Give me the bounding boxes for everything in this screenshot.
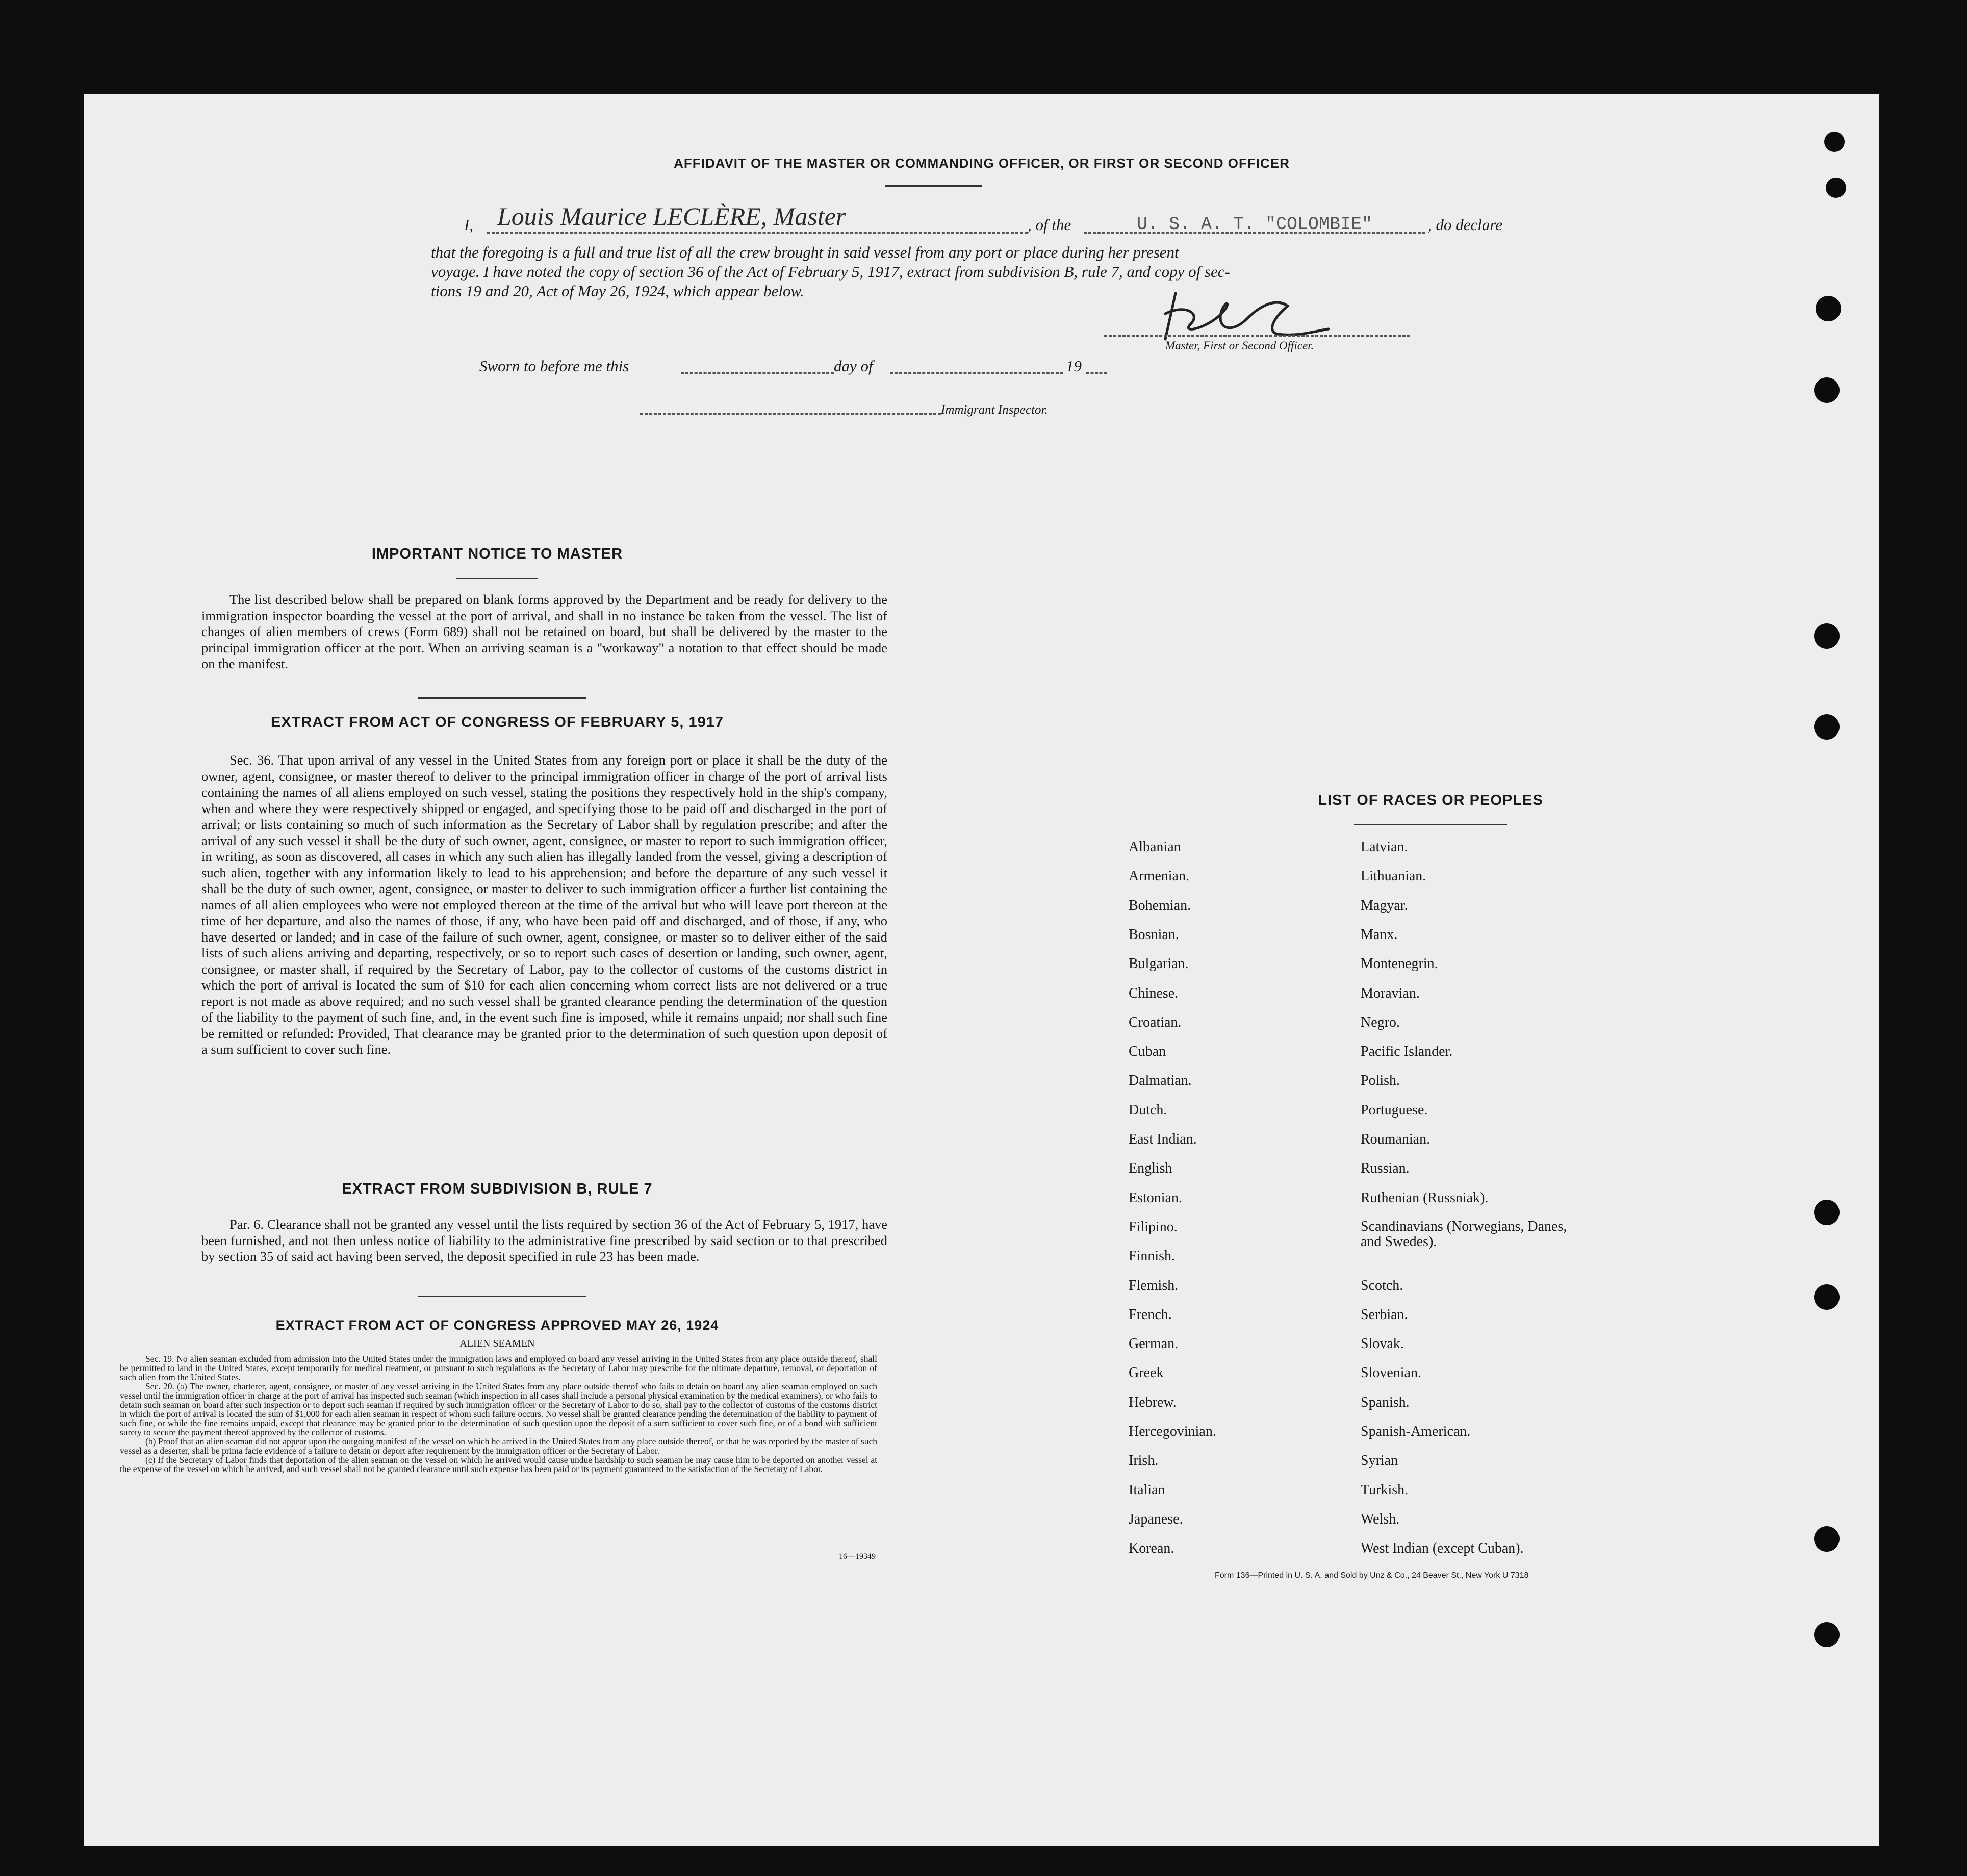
form-page	[84, 94, 1879, 1846]
sworn-month-line	[890, 372, 1063, 374]
affidavit-title: AFFIDAVIT OF THE MASTER OR COMMANDING OFFICER, OR FIRST OR SECOND OFFICER	[674, 156, 1290, 171]
signature-caption: Master, First or Second Officer.	[1165, 339, 1314, 352]
races-title: LIST OF RACES OR PEOPLES	[1318, 792, 1543, 808]
race-item: Hebrew.	[1129, 1394, 1177, 1410]
sworn-year-line	[1086, 372, 1107, 374]
race-item: Ruthenian (Russniak).	[1361, 1189, 1489, 1206]
form-code: 16—19349	[839, 1552, 876, 1561]
binder-hole	[1814, 623, 1840, 649]
section-20a: Sec. 20. (a) The owner, charterer, agent, consignee, or master of any vessel arriving in the United States from any place outside thereof who fails to detain on board any alien seaman employed on such vessel until the immigration officer in charge at the port of arrival has inspected such seaman (which inspection in all cases shall include a personal physical examination by the medical examiners), or who fails to detain such seaman on board after such inspection or to deport such seaman if required by such immigration officer or the Secretary of Labor to do so, shall pay to the collector of customs of the customs district in which the port of arrival is located the sum of $1,000 for each alien seaman in respect of whom such failure occurs. No vessel shall be granted clearance pending the determination of the liability to payment of such fine, or while the fine remains unpaid, except that clearance may be granted prior to the determination of such question upon the deposit of a sum sufficient to cover such fine, or of a bond with sufficient surety to secure the payment thereof approved by the collector of customs.	[120, 1381, 877, 1437]
binder-hole	[1814, 714, 1840, 740]
race-item: Dutch.	[1129, 1102, 1167, 1118]
divider	[885, 185, 982, 187]
race-item: Moravian.	[1361, 985, 1420, 1001]
race-item: Portuguese.	[1361, 1102, 1428, 1118]
inspector-line	[640, 413, 941, 415]
race-item: Latvian.	[1361, 839, 1408, 855]
binder-hole	[1814, 1200, 1840, 1225]
race-item: Serbian.	[1361, 1306, 1408, 1323]
master-name-line	[487, 232, 1028, 234]
extract-1917-title: EXTRACT FROM ACT OF CONGRESS OF FEBRUARY 5, 1917	[270, 714, 724, 730]
affidavit-prefix: I,	[464, 216, 474, 234]
form-footer: Form 136—Printed in U. S. A. and Sold by Unz & Co., 24 Beaver St., New York U 7318	[1215, 1571, 1529, 1580]
race-item: Spanish-American.	[1361, 1424, 1471, 1439]
race-item: Cuban	[1129, 1044, 1166, 1060]
divider	[418, 1296, 586, 1297]
race-item: Bosnian.	[1129, 926, 1179, 943]
divider	[1354, 824, 1507, 825]
race-item: Welsh.	[1361, 1511, 1400, 1527]
section-19: Sec. 19. No alien seaman excluded from admission into the United States under the immigration laws and employed on board any vessel arriving in the United States from any place outside thereof, shall be permitted to land in the United States, except temporarily for medical treatment, or pursuant to such regulations as the Secretary of Labor may prescribe for the ultimate departure, removal, or deportation of such alien from the United States.	[120, 1354, 877, 1382]
race-item: German.	[1129, 1336, 1179, 1352]
binder-hole	[1826, 178, 1846, 198]
section-20b: (b) Proof that an alien seaman did not appear upon the outgoing manifest of the vessel on which he arrived in the United States from any place outside thereof, or that he was reported by the master of such vessel as a deserter, shall be prima facie evidence of a failure to detain or deport after requirement by the immigration officer or the Secretary of Labor.	[120, 1436, 877, 1456]
race-item: Scotch.	[1361, 1277, 1403, 1294]
race-item: Spanish.	[1361, 1394, 1410, 1410]
race-item: Dalmatian.	[1129, 1073, 1192, 1089]
binder-hole	[1814, 1622, 1840, 1647]
race-item: Greek	[1129, 1365, 1164, 1381]
binder-hole	[1814, 1526, 1840, 1552]
race-item: Hercegovinian.	[1129, 1424, 1216, 1439]
binder-hole	[1814, 377, 1840, 403]
race-item: Japanese.	[1129, 1511, 1183, 1527]
race-item: Pacific Islander.	[1361, 1044, 1453, 1060]
race-item: Scandinavians (Norwegians, Danes, and Swedes).	[1361, 1218, 1567, 1250]
rule7-text: Par. 6. Clearance shall not be granted any vessel until the lists required by section 36 of the Act of February 5, 1917, have been furnished, and not then unless notice of liability to the administrative fine prescribed by said section or to that prescribed by section 35 of said act having been served, the deposit specified in rule 23 has been made.	[201, 1216, 887, 1264]
race-item: East Indian.	[1129, 1131, 1197, 1147]
race-item: Bulgarian.	[1129, 956, 1189, 972]
sworn-day: day of	[834, 357, 873, 375]
affidavit-end: , do declare	[1428, 216, 1503, 234]
extract-1924-body	[120, 1354, 877, 1474]
race-item: Albanian	[1129, 839, 1181, 855]
extract-1924-subtitle: ALIEN SEAMEN	[459, 1338, 535, 1349]
race-item: Chinese.	[1129, 985, 1179, 1001]
master-name: Louis Maurice LECLÈRE, Master	[497, 202, 846, 231]
race-item: Armenian.	[1129, 868, 1189, 884]
race-item: Turkish.	[1361, 1482, 1409, 1498]
extract-1924-title: EXTRACT FROM ACT OF CONGRESS APPROVED MAY 26, 1924	[275, 1317, 719, 1333]
section-20c: (c) If the Secretary of Labor finds that deportation of the alien seaman on the vessel on which he arrived would cause undue hardship to such seaman he may cause him to be deported on another vessel at the expense of the vessel on which he arrived, and such vessel shall not be granted clearance until such expense has been paid or its payment guaranteed to the satisfaction of the Secretary of Labor.	[120, 1455, 877, 1474]
race-item: Irish.	[1129, 1453, 1159, 1469]
race-item: Negro.	[1361, 1014, 1400, 1030]
race-item: Polish.	[1361, 1073, 1400, 1089]
extract-1917-text: Sec. 36. That upon arrival of any vessel in the United States from any foreign port or place it shall be the duty of the owner, agent, consignee, or master thereof to deliver to the principal immigration officer in charge of the port of arrival lists containing the names of all aliens employed on such vessel, stating the positions they respectively hold in the ship's company, when and where they were respectively shipped or engaged, and specifying those to be paid off and discharged in the port of arrival; or lists containing so much of such information as the Secretary of Labor shall by regulation prescribe; and after the arrival of any such vessel it shall be the duty of such owner, agent, consignee, or master to report to such immigration officer, in writing, as soon as discovered, all cases in which any such alien has illegally landed from the vessel, giving a description of such alien, together with any information likely to lead to his apprehension; and before the departure of any such vessel it shall be the duty of such owner, agent, consignee, or master to deliver to such immigration officer a further list containing the names of all alien employees who were not employed thereon at the time of the arrival but who will leave port thereon at the time of her departure, and also the names of those, if any, who have been paid off and discharged, and of those, if any, who have deserted or landed; and in case of the failure of such owner, agent, consignee, or master so to deliver either of the said lists of such aliens arriving and departing, respectively, or so to report such cases of desertion or landing, such owner, agent, consignee, or master shall, if required by the Secretary of Labor, pay to the collector of customs of the customs district in which the port of arrival is located the sum of $10 for each alien concerning whom correct lists are not delivered or a true report is not made as above required; and no such vessel shall be granted clearance pending the determination of the question of the liability to the payment of such fine, and, in the event such fine is imposed, while it remains unpaid; nor shall such fine be remitted or refunded: Provided, That clearance may be granted prior to the determination of such question upon deposit of a sum sufficient to cover such fine.	[201, 752, 887, 1057]
race-item: Slovenian.	[1361, 1365, 1421, 1381]
race-item: Roumanian.	[1361, 1131, 1430, 1147]
sworn-date-line	[681, 372, 834, 374]
race-item: Croatian.	[1129, 1014, 1182, 1030]
race-item: Filipino.	[1129, 1219, 1178, 1235]
sworn-prefix: Sworn to before me this	[479, 357, 629, 375]
race-item: Finnish.	[1129, 1248, 1176, 1264]
race-item: Manx.	[1361, 926, 1398, 943]
race-item: English	[1129, 1160, 1172, 1177]
notice-title: IMPORTANT NOTICE TO MASTER	[371, 546, 623, 562]
race-item: West Indian (except Cuban).	[1361, 1540, 1524, 1557]
race-item: Slovak.	[1361, 1336, 1404, 1352]
race-item: Estonian.	[1129, 1189, 1182, 1206]
race-item: Magyar.	[1361, 897, 1408, 914]
race-item: Lithuanian.	[1361, 868, 1426, 884]
vessel-name: U. S. A. T. "COLOMBIE"	[1136, 214, 1373, 235]
affidavit-line2: that the foregoing is a full and true list of all the crew brought in said vessel from any port or place during her present	[431, 243, 1179, 261]
race-item: Montenegrin.	[1361, 956, 1438, 972]
rule7-title: EXTRACT FROM SUBDIVISION B, RULE 7	[342, 1181, 653, 1197]
race-item: French.	[1129, 1306, 1172, 1323]
race-item: Syrian	[1361, 1453, 1398, 1469]
binder-hole	[1816, 296, 1841, 321]
race-item: Italian	[1129, 1482, 1165, 1498]
binder-hole	[1814, 1284, 1840, 1310]
divider	[456, 578, 538, 579]
affidavit-mid: , of the	[1028, 216, 1071, 234]
divider	[418, 697, 586, 699]
affidavit-line4: tions 19 and 20, Act of May 26, 1924, which appear below.	[431, 282, 804, 300]
sworn-year: 19	[1066, 357, 1082, 375]
race-item: Russian.	[1361, 1160, 1410, 1177]
race-item: Flemish.	[1129, 1277, 1179, 1294]
inspector-caption: Immigrant Inspector.	[941, 403, 1048, 417]
race-item: Bohemian.	[1129, 897, 1191, 914]
affidavit-line3: voyage. I have noted the copy of section 36 of the Act of February 5, 1917, extract from subdivision B, rule 7, and copy of sec-	[431, 263, 1230, 281]
race-item: Korean.	[1129, 1540, 1174, 1557]
signature-line	[1104, 335, 1410, 337]
notice-text: The list described below shall be prepared on blank forms approved by the Department and be ready for delivery to the immigration inspector boarding the vessel at the port of arrival, and shall in no instance be taken from the vessel. The list of changes of alien members of crews (Form 689) shall not be retained on board, but shall be delivered by the master to the principal immigration officer at the port. When an arriving seaman is a "workaway" a notation to that effect should be made on the manifest.	[201, 592, 887, 671]
binder-hole	[1824, 132, 1845, 152]
